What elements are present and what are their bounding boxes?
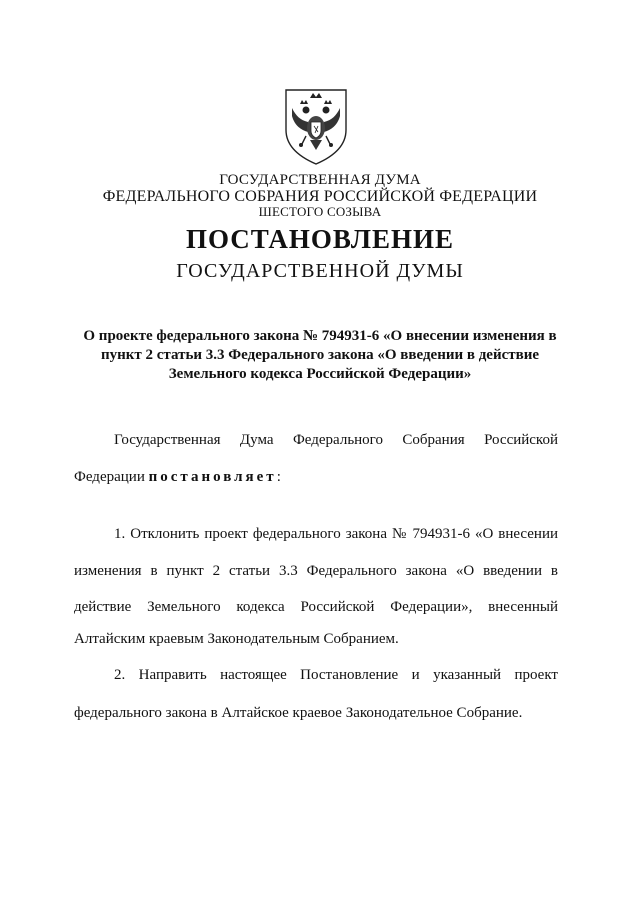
item-line: 2. Направить настоящее Постановление и указанный проект [114,667,558,683]
item-line: федерального закона в Алтайское краевое Законодательное Собрание. [74,705,523,721]
preamble-line: Государственная Дума Федерального Собрания Российской [114,432,558,448]
preamble-colon: : [276,469,281,485]
item-line: изменения в пункт 2 статьи 3.3 Федерального закона «О введении в [74,563,558,579]
subject-line: Земельного кодекса Российской Федерации» [168,366,472,382]
coat-of-arms-icon [280,86,352,166]
document-title: ПОСТАНОВЛЕНИЕ [185,224,455,254]
preamble-text: Федерации [74,469,149,485]
subject-line: пункт 2 статьи 3.3 Федерального закона «О введении в действие [100,347,540,363]
header-line-3: ШЕСТОГО СОЗЫВА [258,204,382,219]
preamble-line [74,469,558,486]
item-line: 1. Отклонить проект федерального закона № 794931-6 «О внесении [114,526,558,542]
resolves-word: постановляет [148,469,277,485]
item-line: Алтайским краевым Законодательным Собранием. [74,631,399,647]
subject-line: О проекте федерального закона № 794931-6 «О внесении изменения в [83,328,557,344]
resolution-subject [70,327,570,384]
document-subtitle: ГОСУДАРСТВЕННОЙ ДУМЫ [176,260,464,282]
header-line-2: ФЕДЕРАЛЬНОГО СОБРАНИЯ РОССИЙСКОЙ ФЕДЕРАЦИИ [102,188,538,205]
header-line-1: ГОСУДАРСТВЕННАЯ ДУМА [219,172,421,188]
item-line: действие Земельного кодекса Российской Федерации», внесенный [74,599,558,615]
